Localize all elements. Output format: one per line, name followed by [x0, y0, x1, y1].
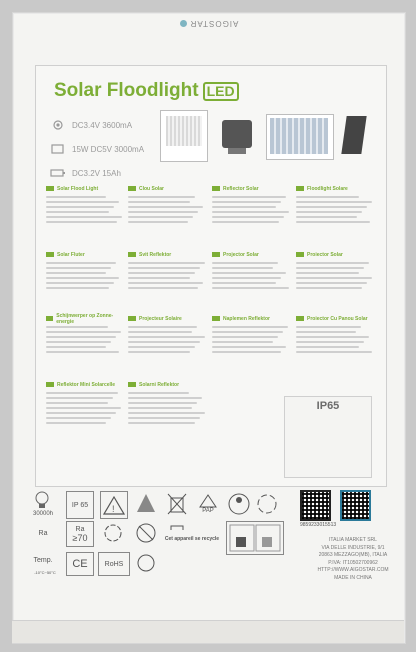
- floodlight-front-diagram: [160, 110, 208, 162]
- language-block: [296, 314, 374, 353]
- language-block: [46, 250, 124, 289]
- language-block: [128, 380, 206, 424]
- floodlight-icon: [50, 143, 66, 155]
- language-block: [128, 314, 206, 353]
- pap-recycle-icon: PAP: [196, 491, 220, 517]
- language-block: [296, 250, 374, 289]
- language-heading: Solar Flood Light: [57, 185, 99, 192]
- language-heading: Naplemen Reflektor: [223, 315, 270, 322]
- language-heading: Reflector Solar: [223, 185, 259, 192]
- info-panel: [35, 65, 387, 487]
- top-brand: AIGOSTAR: [13, 19, 405, 28]
- language-heading: Solarni Reflektor: [139, 381, 180, 388]
- temp-range-label: -10°C~50°C: [30, 568, 60, 576]
- language-heading: Proiector Cu Panou Solar: [307, 315, 368, 322]
- es-flag: [212, 186, 220, 191]
- ip-icon: IP 65: [66, 491, 94, 519]
- recycle-icon: [100, 521, 126, 545]
- language-heading: Solar Fluter: [57, 251, 85, 258]
- pt-flag: [212, 252, 220, 257]
- weee-bin-icon: [164, 491, 190, 517]
- svg-text:!: !: [112, 504, 115, 514]
- qr-code-brand: [340, 490, 371, 521]
- solar-panel-side-diagram: [338, 114, 368, 158]
- nl-flag: [46, 316, 53, 321]
- ip65-legend: [284, 396, 372, 478]
- si-flag: [46, 382, 54, 387]
- lifetime-label: 30000h: [30, 509, 56, 519]
- no-dimmer-icon: [134, 521, 158, 545]
- gb-flag: [46, 186, 54, 191]
- sk-flag: [212, 316, 220, 321]
- pl-flag: [128, 316, 136, 321]
- language-block: [296, 184, 374, 223]
- qr-code: [300, 490, 331, 521]
- language-heading: Proiector Solar: [307, 251, 343, 258]
- spec-battery: DC3.2V 15Ah: [50, 162, 144, 184]
- temp-icon: Temp.: [30, 549, 56, 571]
- language-block: [46, 184, 124, 223]
- bulb-lifetime-icon: [30, 491, 54, 509]
- gr-flag: [128, 382, 136, 387]
- language-heading: Floodlight Solare: [307, 185, 348, 192]
- battery-icon: [50, 167, 66, 179]
- language-block: [212, 314, 290, 353]
- recycle-arrows-icon: [254, 491, 280, 517]
- language-block: [212, 250, 290, 289]
- recycle-note: Cet appareil se recycle: [164, 530, 220, 548]
- it-flag: [296, 186, 304, 191]
- cz-flag: [128, 252, 136, 257]
- language-block: [128, 184, 206, 223]
- product-title: Solar Floodlight LED: [54, 80, 239, 102]
- language-grid: [46, 184, 376, 394]
- language-block: [46, 314, 124, 353]
- warning-icon: [100, 491, 128, 519]
- solar-panel-diagram: [266, 114, 334, 160]
- floodlight-side-diagram: [218, 116, 256, 160]
- language-heading: Reflektor Mini Solarcelle: [57, 381, 116, 388]
- manufacturer-address: ITALIA MARKET SRL VIA DELLE INDUSTRIE, 9/1 20863 MEZZAGO(MB), ITALIA P.IVA: IT10502700962 HTTP://WWW.AIGOSTAR.COM MADE IN CHINA: [317, 537, 389, 581]
- recycle-icon-2: [134, 552, 158, 574]
- language-heading: Schijnwerper op Zonne-energie: [56, 312, 114, 325]
- barcode-number: 9859233015513: [300, 522, 337, 528]
- led-badge: LED: [203, 82, 239, 101]
- ra-value-box: Ra ≥70: [66, 521, 94, 547]
- ce-mark: CE: [66, 552, 94, 576]
- ra-icon: Ra: [30, 521, 56, 545]
- language-block: [212, 184, 290, 223]
- solar-panel-icon: [50, 119, 66, 131]
- hu-flag: [296, 316, 304, 321]
- product-diagrams: [160, 108, 372, 168]
- rohs-mark: RoHS: [98, 552, 130, 576]
- de-flag: [46, 252, 54, 257]
- triman-diagram: [226, 521, 284, 555]
- language-heading: Projecteur Solaire: [139, 315, 182, 322]
- language-heading: Projector Solar: [223, 251, 259, 258]
- language-heading: Svit Reflektor: [139, 251, 172, 258]
- language-heading: Clou Solar: [139, 185, 165, 192]
- specs-list: [50, 114, 144, 186]
- box-bottom-flap: [12, 620, 404, 643]
- ro-flag: [296, 252, 304, 257]
- language-block: [46, 380, 124, 424]
- ip65-title: IP65: [316, 400, 340, 412]
- spec-floodlight: 15W DC5V 3000mA: [50, 138, 144, 160]
- fr-flag: [128, 186, 136, 191]
- recycle-person-icon: [226, 491, 252, 517]
- spec-solar-panel: DC3.4V 3600mA: [50, 114, 144, 136]
- language-block: [128, 250, 206, 289]
- distance-icon: [134, 491, 158, 517]
